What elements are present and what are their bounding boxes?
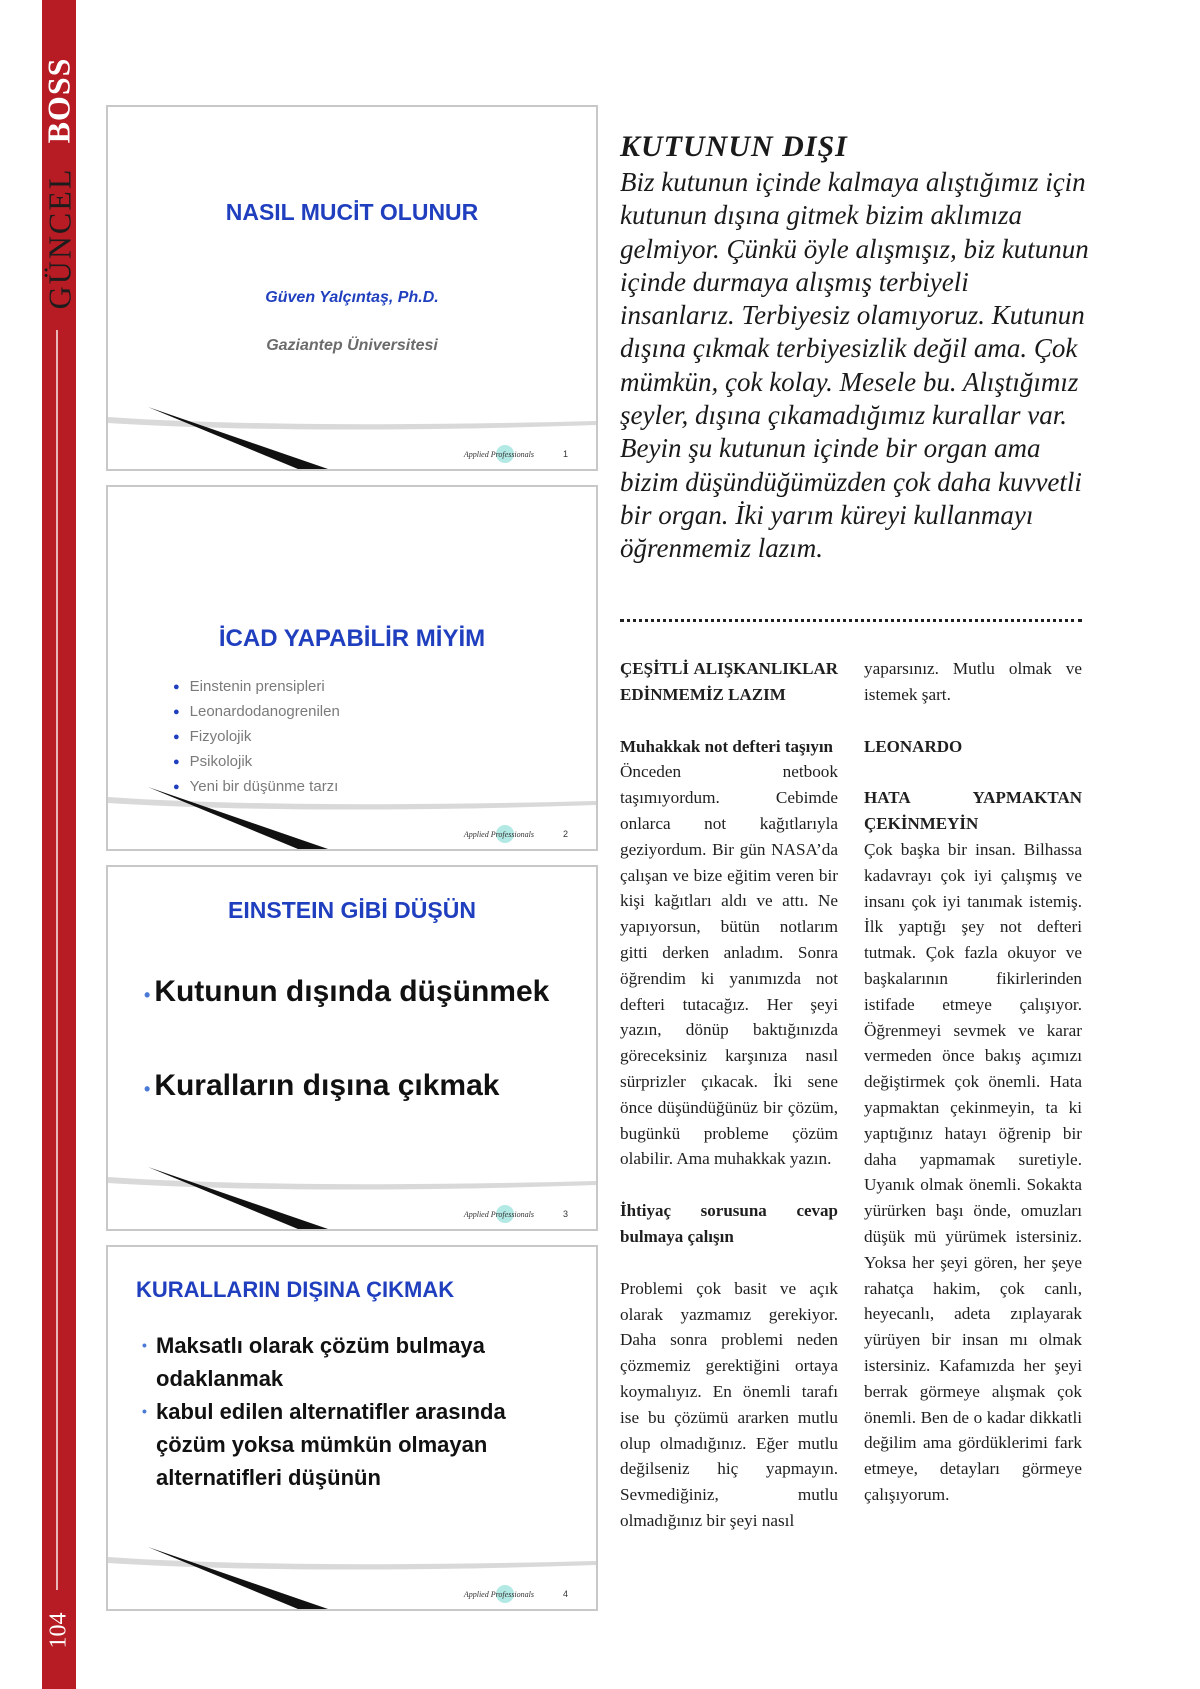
slide-2-logo: Applied Professionals (463, 830, 534, 839)
section-heading: Muhakkak not defteri taşıyın (620, 736, 833, 756)
section-heading: LEONARDO (864, 736, 963, 756)
slide-3-point-1 (144, 975, 549, 1009)
slide-2-title: İCAD YAPABİLİR MİYİM (218, 625, 486, 652)
slide-4-logo: Applied Professionals (463, 1590, 534, 1599)
bullet-icon: • (144, 1079, 151, 1099)
paragraph: yaparsınız. Mutlu olmak ve istemek şart. (864, 659, 1082, 704)
article-column-1 (620, 656, 838, 1534)
brand-boss: BOSS (40, 57, 77, 143)
quote-title: KUTUNUN DIŞI (620, 130, 848, 163)
bullet-icon: • (142, 1337, 147, 1353)
slide-1-number: 1 (562, 449, 568, 459)
paragraph: Önceden netbook taşımıyordum. Cebimde onlarca not kağıtlarıyla geziyordum. Bir gün NASA’da çalışan ve bize eğitim veren bir kişi kağıtları aldı ve attı. Ne yapıyorsun, bütün notlarım gitti derken anladım. Sonra öğrendim ki yanımızda not defteri tutacağız. Her şeyi yazın, dönüp baktığınızda göreceksiniz karşınıza nasıl sürprizler çıkacak. İki sene önce düşündüğünüz bir çözüm, bugünkü probleme çözüm olabilir. Ama muhakkak yazın. (620, 762, 838, 1169)
list-item: ● Einstenin prensipleri (173, 675, 340, 700)
slide-1-university: Gaziantep Üniversitesi (266, 337, 438, 354)
section-heading: İhtiyaç sorusuna cevap bulmaya çalışın (620, 1201, 838, 1246)
page-number-text: 104 (45, 1612, 72, 1648)
page-number (43, 1600, 75, 1660)
magazine-spine (0, 0, 76, 1689)
slide-2 (106, 485, 598, 851)
slide-4-point-2 (144, 1395, 576, 1494)
list-item: ● Fizyolojik (173, 725, 340, 750)
slide-1-author: Güven Yalçıntaş, Ph.D. (265, 289, 439, 306)
paragraph: Problemi çok basit ve açık olarak yazmamız gerekiyor. Daha sonra problemi neden çözmemiz gerektiğini ortaya koymalıyız. En önemli tarafı ise bu çözümü ararken mutlu olup olmadığınız. Eğer mutlu değilseniz hiç yapmayın. Sevmediğiniz, mutlu olmadığınız bir şeyi nasıl (620, 1278, 838, 1530)
slide-1 (106, 105, 598, 471)
quote-body: Biz kutunun içinde kalmaya alıştığımız için kutunun dışına gitmek bizim aklımıza gelmiyor. Çünkü öyle alışmışız, biz kutunun içinde durmaya alışmış terbiyeli insanlarız. Terbiyesiz olamıyoruz. Kutunun dışına çıkmak terbiyesizlik değil ama. Çok mümkün, çok kolay. Mesele bu. Alıştığımız şeyler, dışına çıkamadığımız kurallar var. Beyin şu kutunun içinde bir organ ama bizim düşündüğümüzden çok daha kuvvetli bir organ. İki yarım küreyi kullanmayı öğrenmemiz lazım. (620, 167, 1089, 564)
slide-4-point-1 (144, 1329, 576, 1395)
slide-3-title: EINSTEIN GİBİ DÜŞÜN (228, 897, 476, 923)
bullet-icon: • (144, 985, 151, 1005)
list-item: ● Leonardodanogrenilen (173, 700, 340, 725)
list-item: ● Yeni bir düşünme tarzı (173, 775, 340, 800)
section-heading: HATA YAPMAKTAN ÇEKİNMEYİN (864, 788, 1082, 834)
article-column-2 (864, 656, 1082, 1508)
dotted-divider (620, 619, 1082, 622)
spine-divider (56, 330, 58, 1590)
brand-guncel: GÜNCEL (41, 167, 78, 310)
slide-3-logo: Applied Professionals (463, 1210, 534, 1219)
slide-4-point-2-text: kabul edilen alternatifler arasında çözüm yoksa mümkün olmayan alternatifleri düşünün (156, 1399, 506, 1490)
section-heading: ÇEŞİTLİ ALIŞKANLIKLAR EDİNMEMİZ LAZIM (620, 659, 838, 704)
slide-4-point-1-text: Maksatlı olarak çözüm bulmaya odaklanmak (156, 1333, 485, 1391)
slide-3-point-2-text: Kuralların dışına çıkmak (154, 1069, 500, 1102)
list-item: ● Psikolojik (173, 750, 340, 775)
slide-1-logo: Applied Professionals (463, 450, 534, 459)
slide-3-point-1-text: Kutunun dışında düşünmek (154, 975, 550, 1008)
slide-3 (106, 865, 598, 1231)
slide-1-title: NASIL MUCİT OLUNUR (225, 199, 479, 225)
slide-2-number: 2 (562, 829, 568, 839)
slide-3-number: 3 (562, 1209, 568, 1219)
slide-4 (106, 1245, 598, 1611)
bullet-icon: • (142, 1403, 147, 1419)
slide-4-number: 4 (562, 1589, 568, 1599)
slide-4-title: KURALLARIN DIŞINA ÇIKMAK (136, 1277, 455, 1302)
slide-3-point-2 (144, 1069, 499, 1103)
paragraph: Çok başka bir insan. Bilhassa kadavrayı çok iyi çalışmış ve insanı çok iyi tanımak istemiş. İlk yaptığı şey not defteri tutmak. Çok fazla okuyor ve başkalarının fikirlerinden istifade etmeye çalışıyor. Öğrenmeyi sevmek ve karar vermeden önce bakış açımızı değiştirmek çok önemli. Hata yapmaktan çekinmeyin, ta ki yaptığınız hatayı öğrenip bir daha yapmamak suretiyle. Uyanık olmak önemli. Sokakta yürürken başı önde, omuzları düşük mü yürümek istersiniz. Yoksa her şeyi gören, her şeye rahatça hakim, çok canlı, heyecanlı, adeta zıplayarak yürüyen bir insan mı olmak istersiniz. Kafamızda her şeyi berrak görmeye alışmak çok önemli. Ben de o kadar dikkatli değilim ama gördüklerimi fark etmeye, detayları görmeye çalışıyorum. (864, 839, 1082, 1504)
